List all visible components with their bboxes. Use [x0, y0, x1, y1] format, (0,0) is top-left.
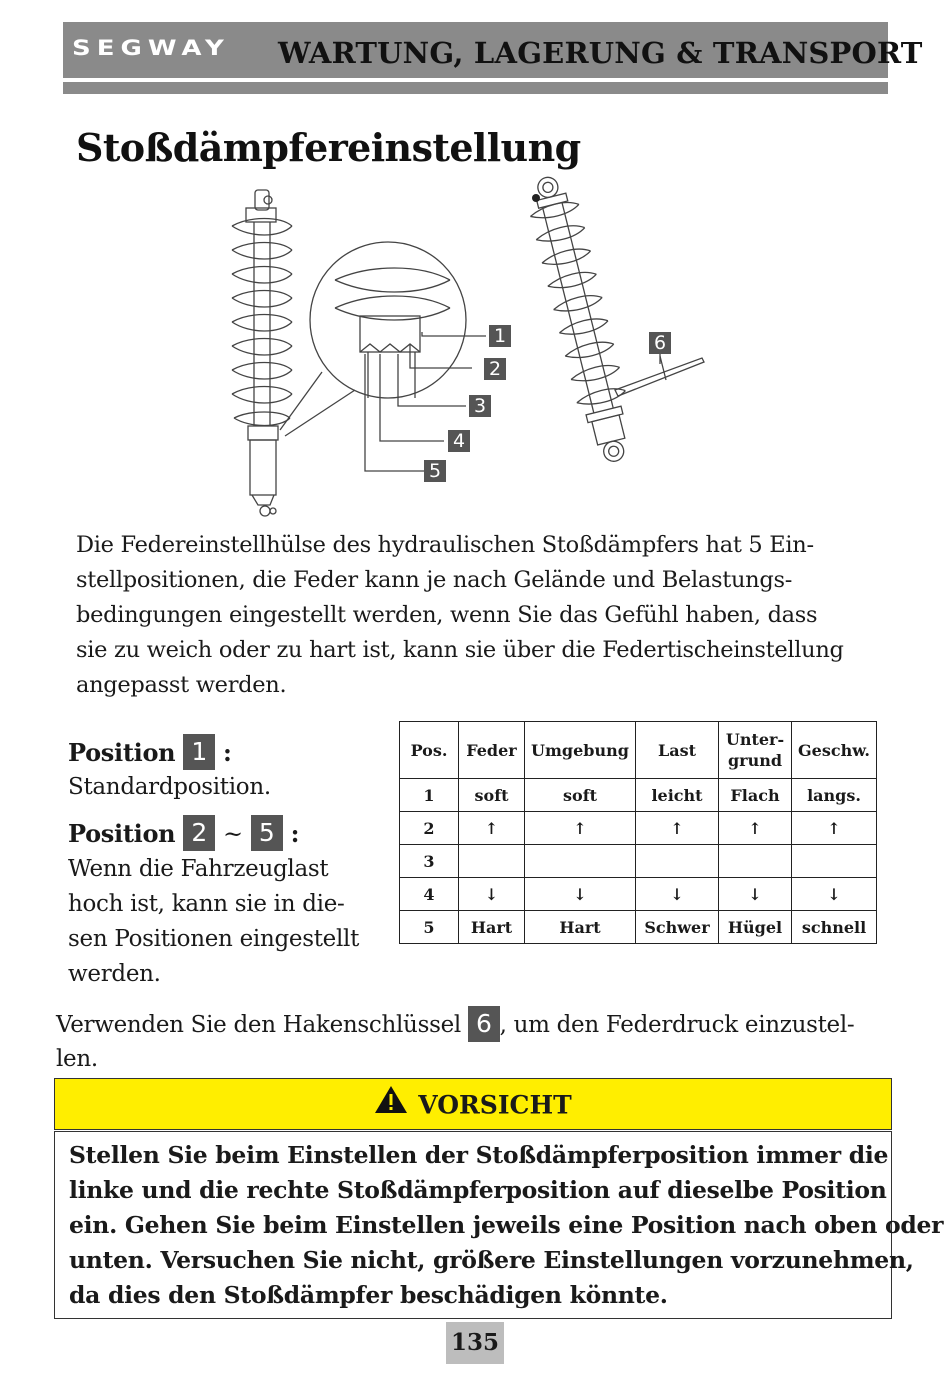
table-cell — [636, 845, 719, 878]
table-row — [400, 878, 877, 911]
position-1-number-badge: 1 — [183, 734, 215, 770]
wrench-instruction — [56, 1008, 896, 1076]
wrench-text-before: Verwenden Sie den Hakenschlüssel — [56, 1012, 461, 1038]
caution-heading — [55, 1079, 891, 1129]
position-2-5-line: hoch ist, kann sie in die- — [68, 891, 345, 917]
table-cell: soft — [525, 779, 636, 812]
table-cell: Hart — [459, 911, 525, 944]
table-cell: 3 — [400, 845, 459, 878]
position-2-5-line: Wenn die Fahrzeuglast — [68, 856, 329, 882]
callout-label-3: 3 — [469, 395, 491, 417]
position-2-5-line: werden. — [68, 961, 161, 987]
caution-banner — [54, 1078, 892, 1130]
table-header-row — [400, 722, 877, 779]
brand-logo: SEGWAY — [72, 36, 230, 61]
warning-triangle-icon — [374, 1081, 408, 1131]
position-2-5-block — [68, 816, 388, 992]
table-cell: langs. — [792, 779, 877, 812]
caution-body — [54, 1131, 944, 1319]
intro-line: angepasst werden. — [76, 672, 287, 698]
position-2-5-colon: : — [290, 819, 300, 848]
callout-label-2: 2 — [484, 358, 506, 380]
table-header: Last — [636, 722, 719, 779]
position-5-number-badge: 5 — [251, 815, 283, 851]
position-2-5-line: sen Positionen eingestellt — [68, 926, 360, 952]
table-cell: schnell — [792, 911, 877, 944]
position-2-5-label: Position — [68, 819, 176, 848]
caution-line: unten. Versuchen Sie nicht, größere Einstellungen vorzunehmen, — [69, 1246, 914, 1274]
intro-line: stellpositionen, die Feder kann je nach Gelände und Belastungs- — [76, 567, 793, 593]
table-cell: 2 — [400, 812, 459, 845]
caution-line: da dies den Stoßdämpfer beschädigen könnte. — [69, 1281, 668, 1309]
table-row — [400, 812, 877, 845]
intro-line: bedingungen eingestellt werden, wenn Sie das Gefühl haben, dass — [76, 602, 818, 628]
table-row — [400, 779, 877, 812]
caution-line: Stellen Sie beim Einstellen der Stoßdämpferposition immer die — [69, 1141, 889, 1169]
table-cell: ↑ — [792, 812, 877, 845]
table-row — [400, 845, 877, 878]
table-cell: 5 — [400, 911, 459, 944]
wrench-line-2: len. — [56, 1046, 98, 1072]
table-cell — [525, 845, 636, 878]
caution-text — [69, 1138, 943, 1313]
table-cell: ↓ — [459, 878, 525, 911]
table-cell: Hügel — [719, 911, 792, 944]
range-tilde: ~ — [223, 820, 243, 848]
table-cell: 1 — [400, 779, 459, 812]
position-2-5-heading — [68, 816, 388, 852]
callout-label-5: 5 — [424, 460, 446, 482]
table-cell: ↓ — [525, 878, 636, 911]
header-rule — [63, 82, 888, 94]
table-header: Feder — [459, 722, 525, 779]
table-cell: ↓ — [719, 878, 792, 911]
callout-label-4: 4 — [448, 430, 470, 452]
table-cell: ↓ — [792, 878, 877, 911]
table-header: Umgebung — [525, 722, 636, 779]
table-cell — [792, 845, 877, 878]
table-cell: ↓ — [636, 878, 719, 911]
position-1-heading — [68, 735, 388, 770]
caution-line: linke und die rechte Stoßdämpferposition auf dieselbe Position — [69, 1176, 887, 1204]
intro-line: Die Federeinstellhülse des hydraulischen Stoßdämpfers hat 5 Ein- — [76, 532, 814, 558]
table-header: Unter- grund — [719, 722, 792, 779]
position-1-block — [68, 735, 388, 805]
table-cell: leicht — [636, 779, 719, 812]
callout-label-1: 1 — [489, 325, 511, 347]
section-title: WARTUNG, LAGERUNG & TRANSPORT — [278, 36, 923, 70]
table-cell: 4 — [400, 878, 459, 911]
table-cell: Hart — [525, 911, 636, 944]
caution-line: ein. Gehen Sie beim Einstellen jeweils eine Position nach oben oder — [69, 1211, 944, 1239]
position-1-text: Standardposition. — [68, 774, 271, 800]
table-cell: ↑ — [636, 812, 719, 845]
wrench-text-after: , um den Federdruck einzustel- — [499, 1012, 855, 1038]
intro-paragraph — [76, 528, 876, 703]
shock-absorber-illustration — [210, 168, 720, 523]
table-cell — [719, 845, 792, 878]
table-cell: ↑ — [719, 812, 792, 845]
settings-table — [399, 721, 877, 944]
table-cell: Schwer — [636, 911, 719, 944]
caution-label: VORSICHT — [418, 1090, 572, 1120]
page-number: 135 — [446, 1322, 504, 1364]
position-1-label: Position — [68, 738, 176, 767]
wrench-line-1 — [56, 1008, 896, 1042]
table-cell — [459, 845, 525, 878]
table-header: Geschw. — [792, 722, 877, 779]
table-cell: soft — [459, 779, 525, 812]
table-header: Pos. — [400, 722, 459, 779]
table-cell: Flach — [719, 779, 792, 812]
position-1-colon: : — [223, 738, 232, 767]
table-cell: ↑ — [459, 812, 525, 845]
table-cell: ↑ — [525, 812, 636, 845]
table-row — [400, 911, 877, 944]
callout-label-6: 6 — [649, 332, 671, 354]
intro-line: sie zu weich oder zu hart ist, kann sie über die Federtischeinstellung — [76, 637, 844, 663]
wrench-number-badge: 6 — [468, 1006, 500, 1042]
position-2-number-badge: 2 — [183, 815, 215, 851]
page-title: Stoßdämpfereinstellung — [76, 125, 581, 170]
shock-absorber-diagram — [210, 168, 720, 523]
